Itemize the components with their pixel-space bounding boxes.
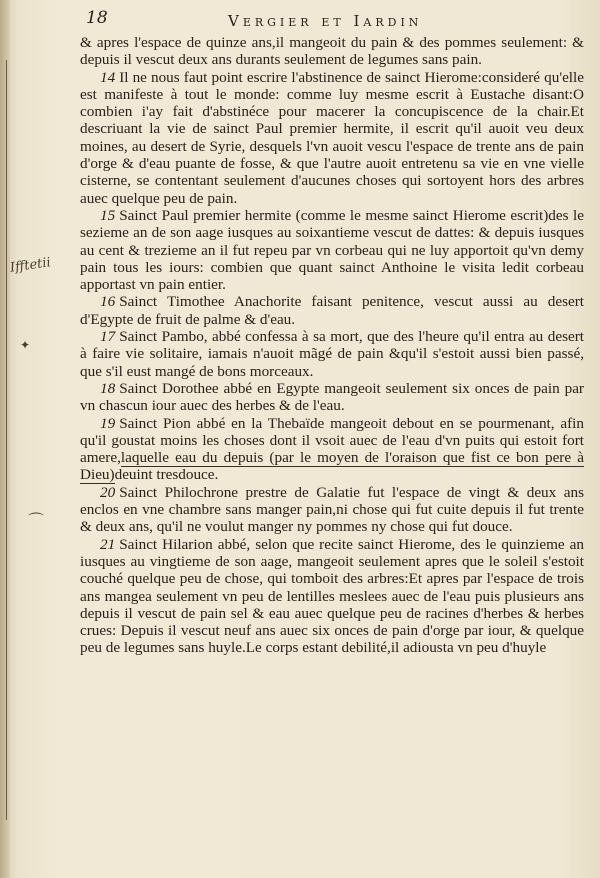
paragraph-text: Sainct Dorothee abbé en Egypte mangeoit seulement six onces de pain par vn chascun iour auec des herbes & de l'eau. — [80, 379, 584, 415]
paragraph-continuation — [80, 34, 584, 69]
paragraph-text: Sainct Pion abbé en la Thebaïde mangeoit debout en se pourmenant, afin qu'il goustat moins les choses dont il vsoit auec de l'eau d'vn puits qui estoit fort amere, — [80, 414, 584, 467]
running-head — [0, 0, 600, 36]
margin-rule — [6, 60, 7, 820]
paragraph-20 — [80, 484, 584, 536]
paragraph-text: Sainct Pambo, abbé confessa à sa mort, que des l'heure qu'il entra au desert à faire vie solitaire, iamais n'auoit mãgé de pain &qu'il s'estoit aussi bien passé, que s'il eust mangé de bons morceaux. — [80, 328, 584, 380]
paragraph-19 — [80, 415, 584, 484]
paragraph-text: Il ne nous faut point escrire l'abstinence de sainct Hierome:consideré qu'elle est manifeste à tout le monde: comme luy mesme escrit à Eustache disant:O combien i'ay fait d'abstinéce pour macerer la concupiscence de la chair.Et descriuant la vie de sainct Paul premier hermite, il escrit qu'il auoit veu deux moines, au desert de Syrie, desquels l'vn auoit vescu l'espace de trente ans de pain d'orge & d'eau puante de fosse, & que l'autre auoit entretenu sa vie en vne vielle cisterne, se contentant seulement d'aucunes choses qui sortoyent hors des arbres auec quelque peu de pain. — [80, 68, 584, 207]
paragraph-number: 16 — [100, 293, 116, 311]
paragraph-16 — [80, 293, 584, 328]
paragraph-number: 19 — [100, 414, 116, 432]
paragraph-text-end: deuint tresdouce. — [114, 466, 219, 484]
paragraph-number: 18 — [100, 379, 116, 397]
paragraph-text: Sainct Timothee Anachorite faisant penitence, vescut aussi au desert d'Egypte de fruit de palme & d'eau. — [80, 293, 584, 328]
paragraph-21 — [80, 536, 584, 657]
paragraph-number: 20 — [100, 483, 116, 501]
paragraph-18 — [80, 380, 584, 415]
paragraph-number: 14 — [100, 68, 116, 86]
paragraph-15 — [80, 207, 584, 293]
paragraph-text: Sainct Paul premier hermite (comme le mesme sainct Hierome escrit)des le sezieme an de son aage iusques au soixantieme vescut de dattes: & depuis iusques au cent & trezieme an il fut repeu par vn corbeau qui ne luy apportoit qu'vn demy pain tous les iours: combien que quant sainct Anthoine le visita ledit corbeau apportast vn pain entier. — [80, 206, 584, 294]
paragraph-number: 21 — [100, 535, 116, 553]
handwritten-margin-note: Ifftetii — [9, 255, 52, 276]
paragraph-text: & apres l'espace de quinze ans,il mangeoit du pain & des pommes seulement: & depuis il vescut deux ans durants seulement de legumes sans pain. — [80, 34, 584, 69]
paragraph-17 — [80, 328, 584, 380]
margin-flourish-mark: ⌒ — [28, 511, 45, 530]
margin-star-mark: ✦ — [20, 338, 31, 352]
body-text — [80, 34, 584, 657]
paragraph-number: 15 — [100, 206, 116, 224]
running-title: Vergier et Iardin — [228, 12, 423, 30]
paragraph-number: 17 — [100, 328, 116, 346]
paragraph-text: Sainct Philochrone prestre de Galatie fut l'espace de vingt & deux ans enclos en vne chambre sans manger pain,ni chose qui fut cuite depuis il fut trente & deux ans, qu'il ne voulut manger ny pommes ny chose qui fut douce. — [80, 483, 584, 536]
paragraph-text: Sainct Hilarion abbé, selon que recite sainct Hierome, des le quinzieme an iusques au vingtieme de son aage, mangeoit seulement apres que le soleil s'estoit couché quelque peu de chose, qui tomboit des arbres:Et apres par l'espace de trois ans mangea seulement vn peu de lentilles meslees auec de l'eau puis plusieurs ans depuis il vescut de pain sel & eau auec quelque peu de racines d'herbes & herbes crues: Depuis il vescut neuf ans auec six onces de pain d'orge par iour, & quelque peu de legumes sans huyle.Le corps estant debilité,il adiousta vn peu d'huyle — [80, 535, 584, 657]
paragraph-14 — [80, 69, 584, 207]
page-binding-shadow — [0, 0, 10, 878]
page-number: 18 — [86, 8, 108, 28]
underlined-passage: laquelle eau du depuis (par le moyen de l'oraison que fist ce bon pere à Dieu) — [80, 449, 584, 484]
